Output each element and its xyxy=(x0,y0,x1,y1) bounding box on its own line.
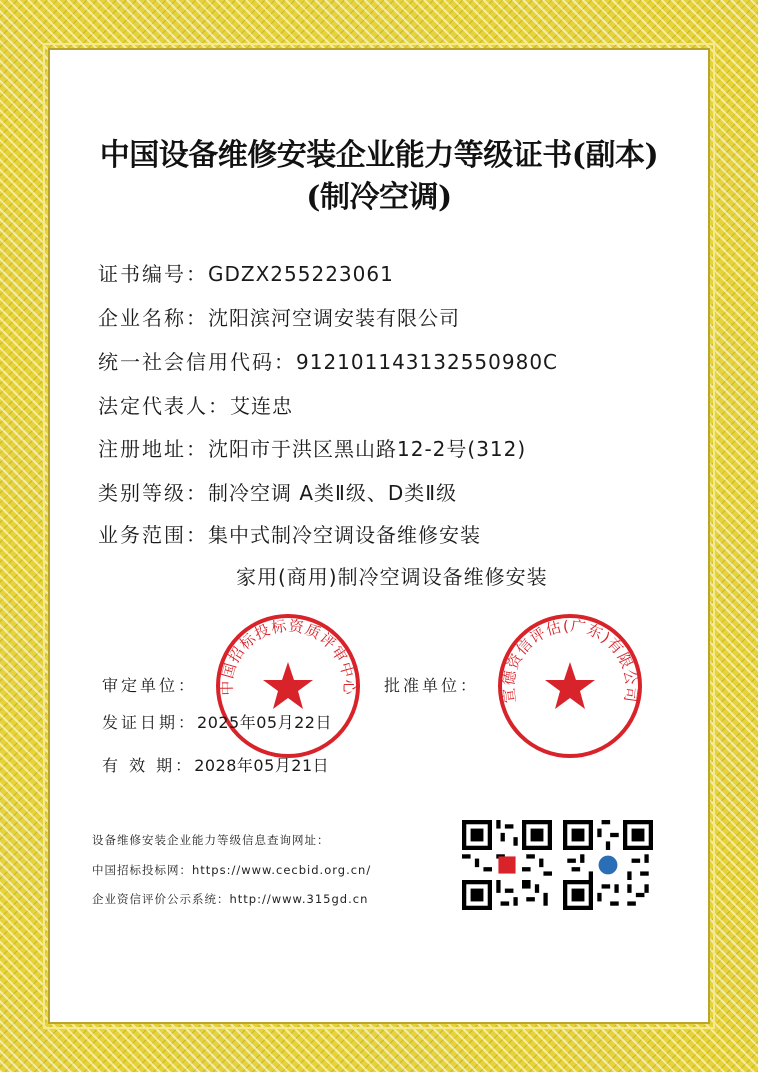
field-category-grade xyxy=(98,477,457,506)
valid-until-label: 有 效 期： xyxy=(102,756,195,775)
field-value: 家用(商用)制冷空调设备维修安装 xyxy=(236,565,548,589)
seal-text: 宣德资信评估(广东)有限公司 xyxy=(499,616,641,705)
field-label: 证书编号： xyxy=(98,262,208,286)
review-unit-label: 审定单位： xyxy=(102,676,198,695)
issue-date-row xyxy=(102,710,332,733)
qr-code-315gd-icon[interactable] xyxy=(563,820,653,910)
issue-date-label: 发证日期： xyxy=(102,713,198,732)
review-unit-seal xyxy=(214,612,362,760)
star-icon xyxy=(263,662,313,709)
field-value: 沈阳市于洪区黑山路12-2号(312) xyxy=(208,437,527,461)
field-label: 法定代表人： xyxy=(98,394,230,418)
approval-unit-seal xyxy=(496,612,644,760)
qr-code-cecbid-icon[interactable] xyxy=(462,820,552,910)
field-value: 沈阳滨河空调安装有限公司 xyxy=(208,306,460,330)
issue-date-value: 2025年05月22日 xyxy=(197,713,332,732)
field-label: 统一社会信用代码： xyxy=(98,350,296,374)
certificate-title: 中国设备维修安装企业能力等级证书(副本) xyxy=(99,138,659,173)
query-url-heading: 设备维修安装企业能力等级信息查询网址： xyxy=(92,833,330,847)
field-label: 企业名称： xyxy=(98,306,208,330)
credit-system-url[interactable]: 企业资信评价公示系统：http://www.315gd.cn xyxy=(92,892,369,906)
field-registered-address xyxy=(98,433,526,462)
field-value: 集中式制冷空调设备维修安装 xyxy=(208,523,481,547)
star-icon xyxy=(545,662,595,709)
seal-text: 中国招标投标资质评审中心 xyxy=(217,616,359,696)
field-value: 制冷空调 A类Ⅱ级、D类Ⅱ级 xyxy=(208,481,458,505)
certificate-subtitle: (制冷空调) xyxy=(306,180,452,215)
field-company-name xyxy=(98,302,460,331)
field-value: 912101143132550980C xyxy=(296,350,559,374)
field-legal-representative xyxy=(98,390,293,419)
field-label: 类别等级： xyxy=(98,481,208,505)
field-value: 艾连忠 xyxy=(230,394,293,418)
field-value: GDZX255223061 xyxy=(208,262,394,286)
valid-until-value: 2028年05月21日 xyxy=(194,756,330,775)
approval-unit-label: 批准单位： xyxy=(384,676,480,695)
field-business-scope-line2 xyxy=(236,561,548,590)
field-label: 业务范围： xyxy=(98,523,208,547)
field-credit-code xyxy=(98,346,558,375)
field-business-scope xyxy=(98,519,481,548)
field-certificate-no xyxy=(98,258,394,287)
field-label: 注册地址： xyxy=(98,437,208,461)
cecbid-url[interactable]: 中国招标投标网：https://www.cecbid.org.cn/ xyxy=(92,863,372,877)
valid-until-row xyxy=(102,753,329,776)
